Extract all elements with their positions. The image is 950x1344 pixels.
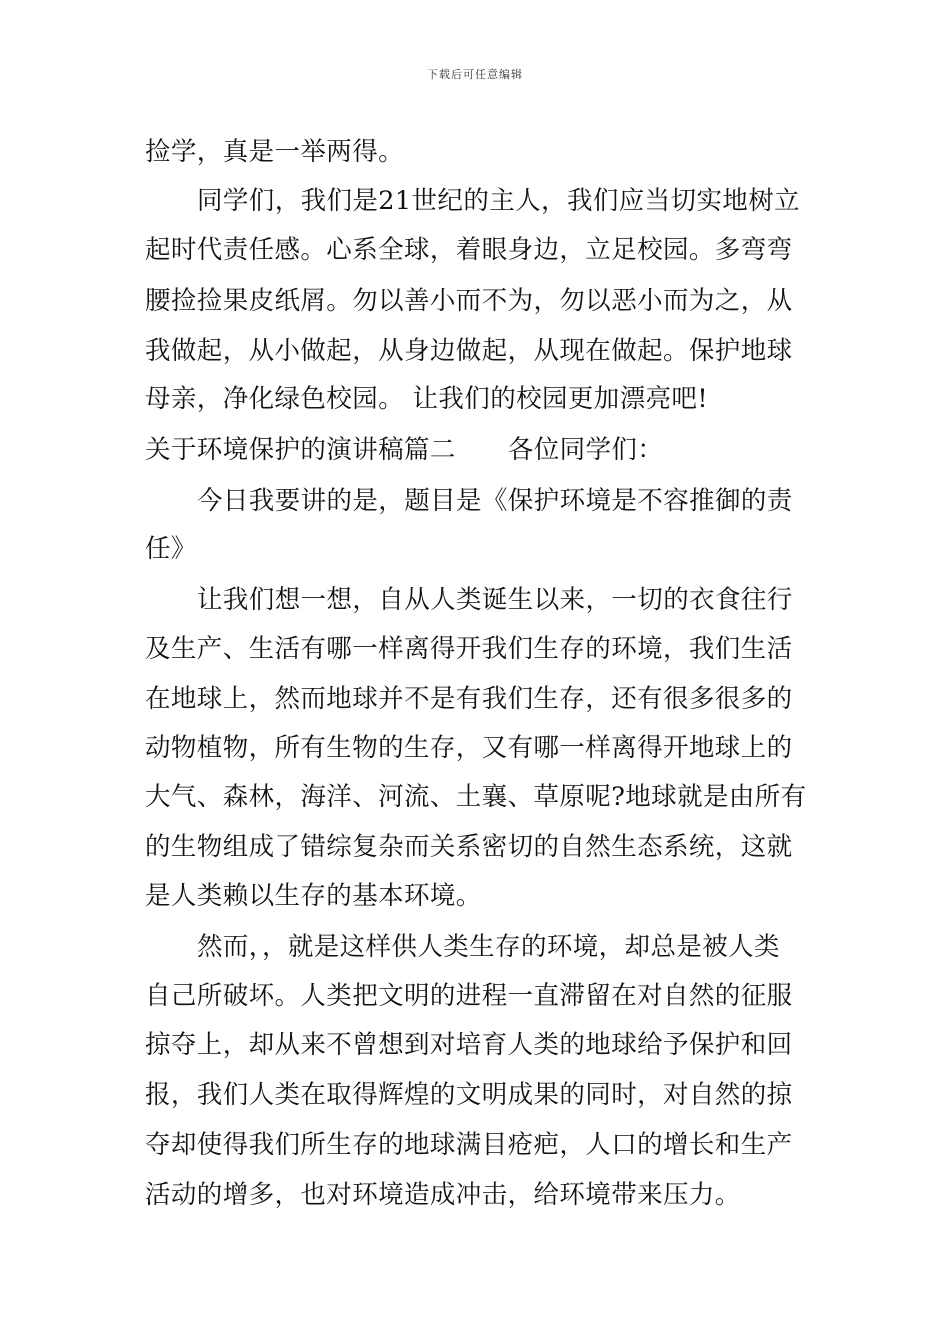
text-line: 动物植物，所有生物的生存，又有哪一样离得开地球上的 bbox=[145, 733, 793, 763]
text-line: 大气、森林，海洋、河流、土襄、草原呢?地球就是由所有 bbox=[145, 782, 807, 812]
text-line: 捡学，真是一举两得。 bbox=[145, 137, 405, 167]
text-line: 今日我要讲的是，题目是《保护环境是不容推御的责 bbox=[197, 486, 793, 516]
text-line: 腰捡捡果皮纸屑。勿以善小而不为，勿以恶小而为之，从 bbox=[145, 286, 793, 316]
text-line: 然而，，就是这样供人类生存的环境，却总是被人类 bbox=[197, 932, 780, 962]
text-line: 活动的增多，也对环境造成冲击，给环境带来压力。 bbox=[145, 1180, 741, 1210]
text-line: 任》 bbox=[145, 534, 197, 564]
text-line: 母亲，净化绿色校园。 让我们的校园更加漂亮吧! bbox=[145, 384, 709, 414]
section-title: 关于环境保护的演讲稿篇二 bbox=[145, 435, 456, 465]
text-line: 我做起，从小做起，从身边做起，从现在做起。保护地球 bbox=[145, 336, 793, 366]
section-greeting: 各位同学们： bbox=[507, 435, 664, 465]
section-heading-line bbox=[145, 433, 815, 467]
text-line: 报，我们人类在取得辉煌的文明成果的同时，对自然的掠 bbox=[145, 1080, 793, 1110]
text-line: 及生产、生活有哪一样离得开我们生存的环境，我们生活 bbox=[145, 634, 793, 664]
text-line: 同学们，我们是21世纪的主人，我们应当切实地树立 bbox=[197, 186, 801, 216]
page-header: 下载后可任意编辑 bbox=[427, 68, 523, 81]
text-line: 是人类赖以生存的基本环境。 bbox=[145, 881, 482, 911]
text-line: 起时代责任感。心系全球，着眼身边，立足校园。多弯弯 bbox=[145, 235, 793, 265]
text-line: 夺却使得我们所生存的地球满目疮疤，人口的增长和生产 bbox=[145, 1130, 793, 1160]
text-line: 自己所破坏。人类把文明的进程一直滞留在对自然的征服 bbox=[145, 981, 793, 1011]
text-line: 掠夺上，却从来不曾想到对培育人类的地球给予保护和回 bbox=[145, 1030, 793, 1060]
text-line: 在地球上，然而地球并不是有我们生存，还有很多很多的 bbox=[145, 684, 793, 714]
text-line: 的生物组成了错综复杂而关系密切的自然生态系统，这就 bbox=[145, 832, 793, 862]
text-line: 让我们想一想，自从人类诞生以来，一切的衣食往行 bbox=[197, 585, 793, 615]
